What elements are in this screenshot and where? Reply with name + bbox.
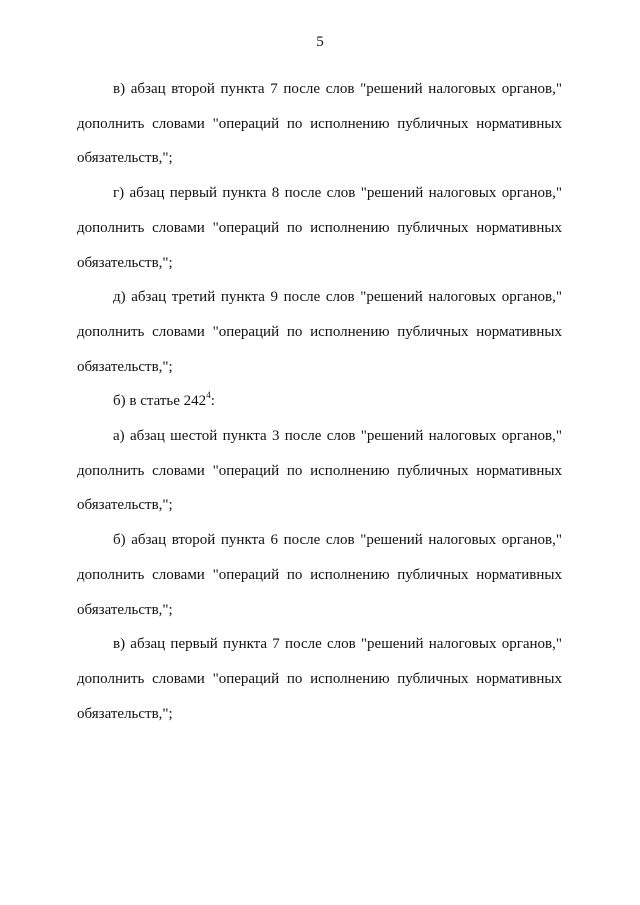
paragraph-line: в) абзац первый пункта 7 после слов "решений налоговых органов," — [113, 636, 562, 653]
paragraph-continuation — [77, 211, 562, 280]
article-text: б) в статье 242 — [113, 393, 207, 410]
paragraph-line: обязательств,"; — [77, 601, 173, 618]
article-suffix: : — [210, 393, 215, 410]
paragraph-b-item-6 — [77, 523, 562, 627]
paragraph-line: дополнить словами "операций по исполнению публичных нормативных — [77, 115, 562, 132]
paragraph-line: обязательств,"; — [77, 705, 173, 722]
paragraph-line: дополнить словами "операций по исполнению публичных нормативных — [77, 566, 562, 583]
paragraph-d-item-9 — [77, 280, 562, 384]
paragraph-continuation — [77, 662, 562, 731]
paragraph-line: в) абзац второй пункта 7 после слов "решений налоговых органов," — [113, 81, 562, 97]
paragraph-continuation — [77, 454, 562, 523]
document-body — [77, 72, 562, 731]
paragraph-line: дополнить словами "операций по исполнению публичных нормативных — [77, 219, 562, 236]
paragraph-line: обязательств,"; — [77, 358, 173, 375]
paragraph-a-item-3 — [77, 419, 562, 523]
article-superscript: 4 — [206, 390, 211, 401]
paragraph-line: дополнить словами "операций по исполнению публичных нормативных — [77, 323, 562, 340]
paragraph-article-242-4 — [77, 384, 562, 419]
paragraph-line: дополнить словами "операций по исполнению публичных нормативных — [77, 670, 562, 687]
paragraph-v-item-7-second — [77, 627, 562, 731]
paragraph-line: а) абзац шестой пункта 3 после слов "решений налоговых органов," — [113, 428, 562, 445]
paragraph-continuation — [77, 107, 562, 176]
paragraph-g-item-8 — [77, 176, 562, 280]
page-number: 5 — [316, 34, 324, 50]
paragraph-line: обязательств,"; — [77, 150, 173, 167]
paragraph-line: дополнить словами "операций по исполнению публичных нормативных — [77, 462, 562, 479]
paragraph-continuation — [77, 558, 562, 627]
paragraph-line: г) абзац первый пункта 8 после слов "решений налоговых органов," — [113, 185, 562, 202]
paragraph-v-item-7 — [77, 72, 562, 176]
paragraph-line: б) абзац второй пункта 6 после слов "решений налоговых органов," — [113, 532, 562, 549]
paragraph-line: обязательств,"; — [77, 497, 173, 514]
paragraph-line: обязательств,"; — [77, 254, 173, 271]
paragraph-line: д) абзац третий пункта 9 после слов "решений налоговых органов," — [113, 289, 562, 306]
paragraph-line — [77, 384, 562, 419]
paragraph-continuation — [77, 315, 562, 384]
